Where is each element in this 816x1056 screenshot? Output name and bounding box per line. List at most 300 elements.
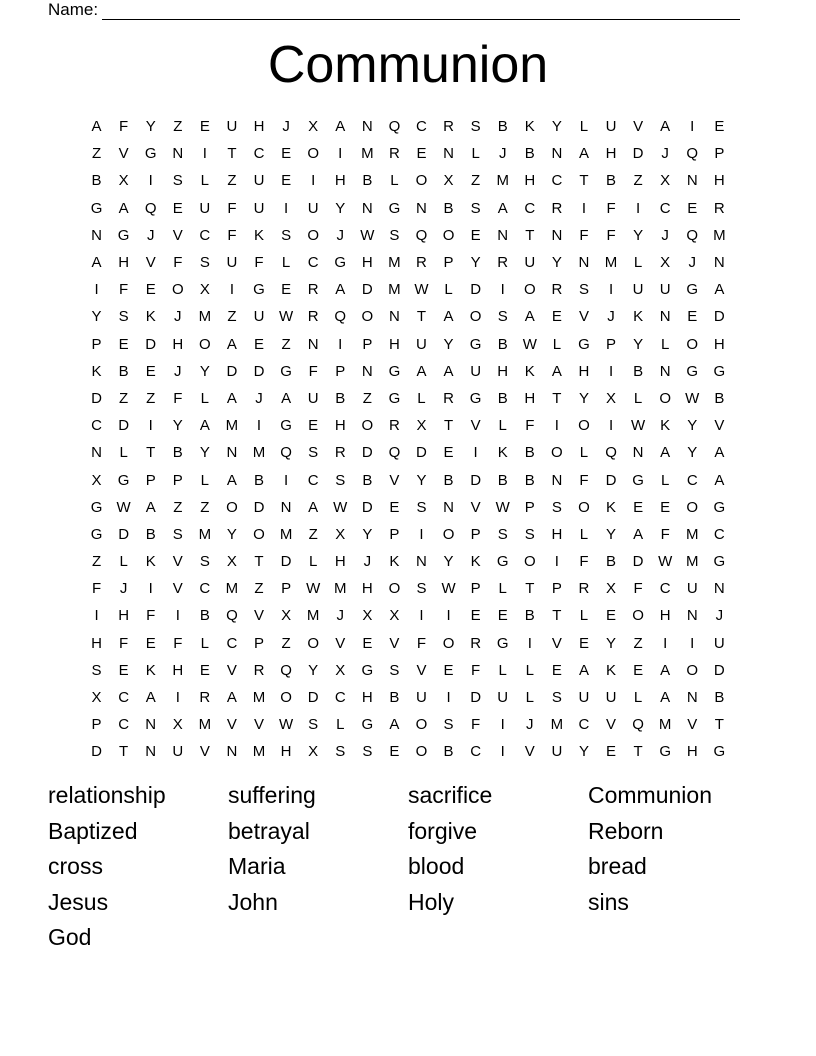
grid-letter[interactable]: H [497,362,509,380]
grid-letter[interactable]: E [281,281,292,299]
grid-letter[interactable]: V [470,417,481,435]
grid-letter[interactable]: F [606,226,616,244]
grid-letter[interactable]: I [473,444,478,462]
grid-letter[interactable]: B [145,525,156,543]
grid-letter[interactable]: L [390,172,399,190]
grid-letter[interactable]: A [199,417,210,435]
grid-letter[interactable]: H [253,118,265,136]
grid-letter[interactable]: T [254,553,264,571]
grid-letter[interactable]: S [470,199,481,217]
grid-letter[interactable]: V [714,417,725,435]
grid-letter[interactable]: N [361,118,373,136]
grid-letter[interactable]: K [497,444,508,462]
grid-letter[interactable]: O [442,226,455,244]
grid-letter[interactable]: I [284,471,289,489]
grid-letter[interactable]: Z [227,172,237,190]
grid-letter[interactable]: E [172,199,183,217]
grid-letter[interactable]: E [199,118,210,136]
grid-letter[interactable]: F [173,634,183,652]
grid-letter[interactable]: G [361,661,374,679]
grid-letter[interactable]: B [497,335,508,353]
grid-letter[interactable]: C [578,716,590,734]
grid-letter[interactable]: F [606,199,616,217]
grid-letter[interactable]: G [144,145,157,163]
grid-letter[interactable]: L [633,689,643,707]
grid-letter[interactable]: F [254,254,264,272]
grid-letter[interactable]: A [226,471,237,489]
grid-letter[interactable]: T [525,580,535,598]
grid-letter[interactable]: C [713,525,725,543]
grid-letter[interactable]: N [632,444,644,462]
grid-letter[interactable]: K [145,553,156,571]
grid-letter[interactable]: O [523,553,536,571]
grid-letter[interactable]: D [470,471,482,489]
grid-letter[interactable]: H [361,254,373,272]
grid-letter[interactable]: E [281,145,292,163]
grid-letter[interactable]: J [526,716,534,734]
grid-letter[interactable]: D [361,281,373,299]
grid-letter[interactable]: G [713,498,726,516]
grid-letter[interactable]: R [388,145,400,163]
grid-letter[interactable]: I [446,607,451,625]
grid-letter[interactable]: H [551,525,563,543]
grid-letter[interactable]: H [578,362,590,380]
grid-letter[interactable]: D [416,444,427,462]
grid-letter[interactable]: F [660,525,670,543]
grid-letter[interactable]: S [470,118,481,136]
grid-letter[interactable]: P [145,471,156,489]
grid-letter[interactable]: B [497,118,508,136]
grid-letter[interactable]: N [443,498,454,516]
grid-letter[interactable]: L [498,580,507,598]
grid-letter[interactable]: T [633,743,643,761]
grid-letter[interactable]: I [148,172,153,190]
grid-letter[interactable]: R [713,199,725,217]
grid-letter[interactable]: O [307,145,319,163]
grid-letter[interactable]: Y [687,417,698,435]
grid-letter[interactable]: F [173,389,183,407]
grid-letter[interactable]: R [551,199,563,217]
grid-letter[interactable]: S [362,743,373,761]
grid-letter[interactable]: I [500,716,505,734]
grid-letter[interactable]: M [279,525,293,543]
grid-letter[interactable]: U [253,308,265,326]
grid-letter[interactable]: Q [388,444,401,462]
grid-letter[interactable]: Y [578,389,589,407]
grid-letter[interactable]: I [636,199,641,217]
grid-letter[interactable]: S [335,743,346,761]
grid-letter[interactable]: A [633,525,644,543]
grid-letter[interactable]: O [415,716,428,734]
grid-letter[interactable]: I [690,118,695,136]
grid-letter[interactable]: G [713,743,726,761]
grid-letter[interactable]: J [688,254,696,272]
grid-letter[interactable]: Z [254,580,264,598]
grid-letter[interactable]: A [91,254,102,272]
grid-letter[interactable]: A [416,362,427,380]
grid-letter[interactable]: Z [173,498,183,516]
grid-letter[interactable]: Q [632,716,644,734]
grid-letter[interactable]: G [713,553,726,571]
grid-letter[interactable]: G [280,362,292,380]
grid-letter[interactable]: P [172,471,183,489]
grid-letter[interactable]: O [632,607,644,625]
grid-letter[interactable]: F [525,417,535,435]
grid-letter[interactable]: M [333,580,347,598]
grid-letter[interactable]: B [172,444,183,462]
grid-letter[interactable]: H [172,661,184,679]
grid-letter[interactable]: S [389,226,400,244]
grid-letter[interactable]: D [253,362,265,380]
grid-letter[interactable]: L [661,471,670,489]
grid-letter[interactable]: A [524,308,535,326]
grid-letter[interactable]: Y [443,335,454,353]
grid-letter[interactable]: X [660,172,671,190]
grid-letter[interactable]: F [579,471,589,489]
grid-letter[interactable]: T [146,444,156,462]
grid-letter[interactable]: O [551,444,563,462]
grid-letter[interactable]: A [714,471,725,489]
grid-letter[interactable]: L [336,716,345,734]
grid-letter[interactable]: O [307,226,319,244]
grid-letter[interactable]: C [199,226,211,244]
grid-letter[interactable]: X [606,389,617,407]
grid-letter[interactable]: A [443,308,454,326]
grid-letter[interactable]: M [686,553,699,571]
grid-letter[interactable]: T [714,716,724,734]
grid-letter[interactable]: B [524,145,535,163]
grid-letter[interactable]: G [90,199,103,217]
grid-letter[interactable]: Y [443,553,454,571]
grid-letter[interactable]: M [252,743,266,761]
grid-letter[interactable]: E [687,308,698,326]
grid-letter[interactable]: E [714,118,725,136]
grid-letter[interactable]: E [308,417,319,435]
grid-letter[interactable]: J [336,607,344,625]
grid-letter[interactable]: W [279,716,294,734]
grid-letter[interactable]: X [416,417,427,435]
grid-letter[interactable]: D [307,689,319,707]
grid-letter[interactable]: J [661,145,669,163]
grid-letter[interactable]: A [226,689,237,707]
grid-letter[interactable]: Y [633,226,644,244]
grid-letter[interactable]: R [443,118,454,136]
grid-letter[interactable]: H [524,172,536,190]
grid-letter[interactable]: X [308,118,319,136]
grid-letter[interactable]: V [551,634,562,652]
grid-letter[interactable]: Z [633,634,643,652]
grid-letter[interactable]: K [660,417,671,435]
grid-letter[interactable]: G [90,498,103,516]
grid-letter[interactable]: I [608,362,614,380]
grid-letter[interactable]: V [172,553,183,571]
grid-letter[interactable]: B [389,689,400,707]
grid-letter[interactable]: B [633,362,644,380]
grid-letter[interactable]: D [118,525,130,543]
grid-letter[interactable]: R [334,444,346,462]
grid-letter[interactable]: N [416,199,427,217]
grid-letter[interactable]: P [281,580,292,598]
grid-letter[interactable]: L [200,634,210,652]
grid-letter[interactable]: W [631,417,646,435]
grid-letter[interactable]: V [172,580,183,598]
grid-letter[interactable]: S [416,498,427,516]
grid-letter[interactable]: I [608,417,614,435]
grid-letter[interactable]: B [524,471,535,489]
grid-letter[interactable]: G [334,254,347,272]
grid-letter[interactable]: A [335,118,346,136]
grid-letter[interactable]: L [579,525,589,543]
grid-letter[interactable]: A [389,716,400,734]
grid-letter[interactable]: I [554,417,559,435]
grid-letter[interactable]: E [145,362,156,380]
grid-letter[interactable]: H [280,743,292,761]
grid-letter[interactable]: B [524,444,535,462]
grid-letter[interactable]: S [551,498,562,516]
grid-letter[interactable]: S [199,254,210,272]
grid-letter[interactable]: I [202,145,207,163]
grid-letter[interactable]: A [226,335,237,353]
grid-letter[interactable]: P [91,716,102,734]
grid-letter[interactable]: B [524,607,535,625]
grid-letter[interactable]: M [252,444,266,462]
grid-letter[interactable]: R [470,634,482,652]
grid-letter[interactable]: B [118,362,129,380]
grid-letter[interactable]: R [253,661,265,679]
grid-letter[interactable]: P [470,525,481,543]
grid-letter[interactable]: Z [308,525,318,543]
grid-letter[interactable]: O [226,498,238,516]
grid-letter[interactable]: P [714,145,725,163]
grid-letter[interactable]: O [171,281,184,299]
grid-letter[interactable]: I [500,281,505,299]
grid-letter[interactable]: I [338,145,343,163]
grid-letter[interactable]: W [522,335,537,353]
grid-letter[interactable]: A [578,145,589,163]
grid-letter[interactable]: X [660,254,671,272]
grid-letter[interactable]: C [524,199,536,217]
grid-letter[interactable]: J [174,362,182,380]
grid-letter[interactable]: K [389,553,400,571]
grid-letter[interactable]: N [361,199,373,217]
grid-letter[interactable]: I [256,417,262,435]
grid-letter[interactable]: B [497,389,508,407]
grid-letter[interactable]: X [172,716,183,734]
grid-letter[interactable]: N [551,226,563,244]
grid-letter[interactable]: N [686,607,698,625]
grid-letter[interactable]: F [471,661,481,679]
grid-letter[interactable]: G [686,281,699,299]
grid-letter[interactable]: V [172,226,183,244]
grid-letter[interactable]: O [388,580,401,598]
grid-letter[interactable]: J [715,607,724,625]
grid-letter[interactable]: V [389,471,400,489]
grid-letter[interactable]: H [334,553,346,571]
grid-letter[interactable]: B [714,689,725,707]
grid-letter[interactable]: U [416,689,427,707]
grid-letter[interactable]: C [659,199,671,217]
grid-letter[interactable]: Z [91,145,102,163]
grid-letter[interactable]: L [525,661,534,679]
grid-letter[interactable]: B [497,471,508,489]
grid-letter[interactable]: L [281,254,291,272]
grid-letter[interactable]: E [687,199,698,217]
grid-letter[interactable]: D [361,498,373,516]
grid-letter[interactable]: B [443,471,454,489]
grid-letter[interactable]: V [254,607,265,625]
grid-letter[interactable]: O [442,634,455,652]
grid-letter[interactable]: C [659,580,671,598]
grid-letter[interactable]: B [362,471,373,489]
grid-letter[interactable]: M [550,716,564,734]
grid-letter[interactable]: F [579,553,589,571]
grid-letter[interactable]: J [607,308,615,326]
grid-letter[interactable]: L [444,281,453,299]
grid-letter[interactable]: Y [633,335,644,353]
grid-letter[interactable]: V [335,634,346,652]
grid-letter[interactable]: I [419,525,424,543]
grid-letter[interactable]: H [713,172,725,190]
grid-letter[interactable]: E [389,743,400,761]
grid-letter[interactable]: J [282,118,290,136]
grid-letter[interactable]: Y [606,634,617,652]
grid-letter[interactable]: T [227,145,237,163]
grid-letter[interactable]: L [498,661,507,679]
grid-letter[interactable]: V [578,308,589,326]
grid-letter[interactable]: D [280,553,292,571]
grid-letter[interactable]: A [660,118,671,136]
grid-letter[interactable]: C [226,634,238,652]
grid-letter[interactable]: O [469,308,482,326]
grid-letter[interactable]: I [419,607,424,625]
grid-letter[interactable]: T [525,226,535,244]
grid-letter[interactable]: L [119,553,128,571]
grid-letter[interactable]: L [579,607,589,625]
grid-letter[interactable]: Q [605,444,617,462]
grid-letter[interactable]: F [227,226,237,244]
grid-letter[interactable]: C [470,743,482,761]
grid-letter[interactable]: U [226,118,238,136]
grid-letter[interactable]: M [225,580,239,598]
grid-letter[interactable]: N [578,254,590,272]
grid-letter[interactable]: E [254,335,265,353]
grid-letter[interactable]: U [578,689,590,707]
grid-letter[interactable]: Y [470,254,481,272]
grid-letter[interactable]: N [226,743,238,761]
grid-letter[interactable]: H [172,335,184,353]
grid-letter[interactable]: X [91,471,102,489]
grid-letter[interactable]: Z [281,634,291,652]
grid-letter[interactable]: V [687,716,698,734]
grid-letter[interactable]: G [388,362,401,380]
grid-letter[interactable]: P [91,335,102,353]
grid-letter[interactable]: L [525,689,534,707]
grid-letter[interactable]: H [686,743,698,761]
grid-letter[interactable]: Q [686,226,699,244]
grid-letter[interactable]: Q [415,226,428,244]
grid-letter[interactable]: T [119,743,129,761]
grid-letter[interactable]: I [663,634,668,652]
grid-letter[interactable]: O [442,525,455,543]
grid-letter[interactable]: Z [281,335,291,353]
grid-letter[interactable]: C [307,471,319,489]
grid-letter[interactable]: D [253,498,265,516]
grid-letter[interactable]: O [578,498,590,516]
grid-letter[interactable]: H [388,335,400,353]
grid-letter[interactable]: G [578,335,590,353]
grid-letter[interactable]: E [362,634,373,652]
grid-letter[interactable]: A [145,689,156,707]
grid-letter[interactable]: A [308,498,319,516]
grid-letter[interactable]: P [443,254,454,272]
grid-letter[interactable]: K [606,661,617,679]
grid-letter[interactable]: C [91,417,102,435]
grid-letter[interactable]: G [496,553,509,571]
grid-letter[interactable]: H [361,580,373,598]
grid-letter[interactable]: N [443,145,454,163]
grid-letter[interactable]: A [226,389,237,407]
grid-letter[interactable]: H [118,254,130,272]
grid-letter[interactable]: I [175,607,180,625]
grid-letter[interactable]: O [280,689,292,707]
grid-letter[interactable]: J [498,145,507,163]
grid-letter[interactable]: N [551,145,563,163]
grid-letter[interactable]: B [199,607,210,625]
grid-letter[interactable]: K [145,661,156,679]
grid-letter[interactable]: K [91,362,102,380]
grid-letter[interactable]: X [443,172,454,190]
grid-letter[interactable]: N [388,308,400,326]
grid-letter[interactable]: X [362,607,373,625]
grid-letter[interactable]: N [686,689,698,707]
grid-letter[interactable]: I [229,281,235,299]
grid-letter[interactable]: V [226,661,237,679]
grid-letter[interactable]: D [91,389,102,407]
grid-letter[interactable]: T [416,308,427,326]
grid-letter[interactable]: C [307,254,319,272]
grid-letter[interactable]: O [415,172,428,190]
grid-letter[interactable]: V [633,118,644,136]
grid-letter[interactable]: N [551,471,563,489]
grid-letter[interactable]: Z [119,389,129,407]
grid-letter[interactable]: O [523,281,536,299]
grid-letter[interactable]: I [500,743,505,761]
grid-letter[interactable]: H [334,417,346,435]
grid-letter[interactable]: Y [145,118,156,136]
grid-letter[interactable]: E [633,661,644,679]
grid-letter[interactable]: E [551,661,562,679]
grid-letter[interactable]: I [608,281,614,299]
grid-letter[interactable]: J [255,389,263,407]
grid-letter[interactable]: D [118,417,130,435]
grid-letter[interactable]: C [686,471,698,489]
grid-letter[interactable]: M [225,417,239,435]
grid-letter[interactable]: L [633,254,643,272]
grid-letter[interactable]: L [579,444,589,462]
grid-letter[interactable]: H [334,172,346,190]
grid-letter[interactable]: E [118,335,129,353]
grid-letter[interactable]: B [362,172,373,190]
grid-letter[interactable]: G [117,226,130,244]
grid-letter[interactable]: B [254,471,265,489]
grid-letter[interactable]: P [524,498,535,516]
grid-letter[interactable]: F [308,362,318,380]
grid-letter[interactable]: R [443,389,454,407]
grid-letter[interactable]: S [416,580,427,598]
grid-letter[interactable]: L [633,389,643,407]
grid-letter[interactable]: G [388,389,401,407]
grid-letter[interactable]: V [524,743,535,761]
